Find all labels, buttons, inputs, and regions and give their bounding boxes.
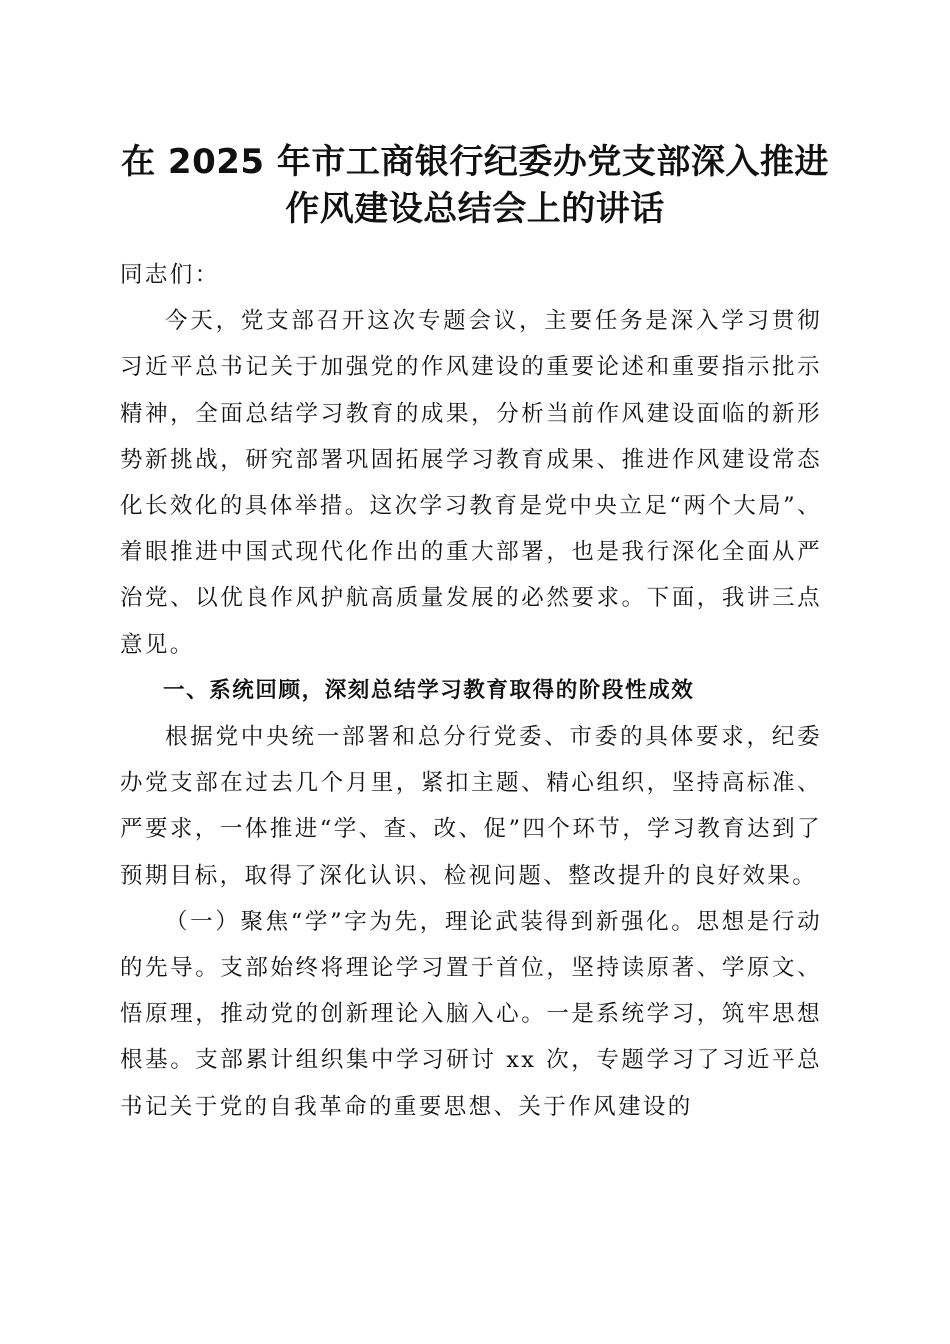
paragraph-review: 根据党中央统一部署和总分行党委、市委的具体要求，纪委办党支部在过去几个月里，紧扣主题、精心组织，坚持高标准、严要求，一体推进“学、查、改、促”四个环节，学习教育达到了预期目标，取得了深化认识、检视问题、整改提升的良好效果。 — [120, 724, 822, 889]
subheading-study: （一）聚焦“学”字为先，理论武装得到新强化。 — [165, 908, 697, 935]
salutation: 同志们： — [120, 262, 220, 288]
paragraph-study — [120, 899, 822, 1130]
title-line-1: 在 2025 年市工商银行纪委办党支部深入推进 — [121, 142, 829, 182]
speech-body — [120, 252, 822, 1130]
title-line-2: 作风建设总结会上的讲话 — [285, 189, 665, 229]
paragraph-opening: 今天，党支部召开这次专题会议，主要任务是深入学习贯彻习近平总书记关于加强党的作风建设的重要论述和重要指示批示精神，全面总结学习教育的成果，分析当前作风建设面临的新形势新挑战，研究部署巩固拓展学习教育成果、推进作风建设常态化长效化的具体举措。这次学习教育是党中央立足“两个大局”、着眼推进中国式现代化作出的重大部署，也是我行深化全面从严治党、以优良作风护航高质量发展的必然要求。下面，我讲三点意见。 — [120, 308, 822, 658]
paragraph-study-text: 思想是行动的先导。支部始终将理论学习置于首位，坚持读原著、学原文、悟原理，推动党的创新理论入脑入心。一是系统学习，筑牢思想根基。支部累计组织集中学习研讨 xx 次，专题学习了习近平总书记关于党的自我革命的重要思想、关于作风建设的 — [120, 908, 822, 1120]
section-heading-1: 一、系统回顾，深刻总结学习教育取得的阶段性成效 — [163, 677, 695, 703]
